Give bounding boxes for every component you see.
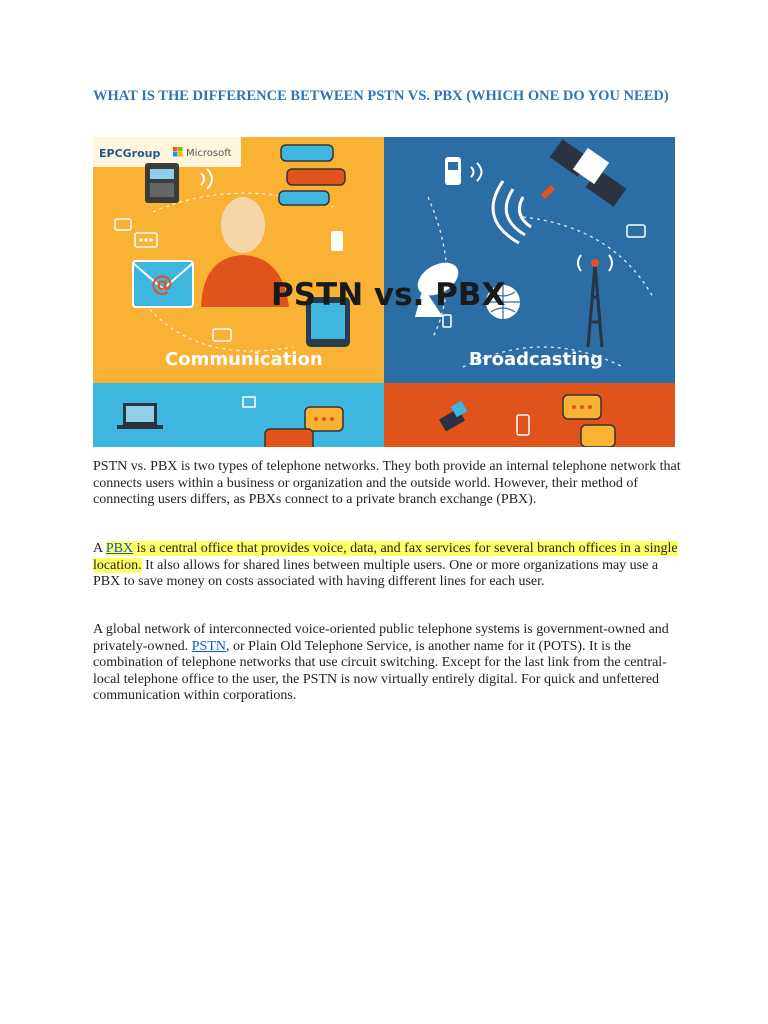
hero-image [93, 137, 675, 447]
pbx-rest: It also allows for shared lines between multiple users. One or more organizations may use a PBX to save money on costs associated with having different lines for each user. [93, 557, 659, 589]
pbx-highlight-text: is a central office that provides voice, data, and fax services for several branch offices in a single location. [93, 541, 678, 573]
broadcasting-panel [384, 137, 675, 383]
paragraph-intro: PSTN vs. PBX is two types of telephone networks. They both provide an internal telephone network that connects users within a business or organization and the outside world. However, their method of connecting users differs, as PBXs connect to a private branch exchange (PBX). [93, 459, 681, 507]
hero-headline: PSTN vs. PBX [271, 277, 506, 313]
svg-text:@: @ [151, 272, 173, 297]
paragraph-pstn [93, 622, 683, 705]
logo-brand: EPCGroup [99, 147, 161, 160]
pbx-link[interactable]: PBX [105, 541, 134, 556]
page-title: WHAT IS THE DIFFERENCE BETWEEN PSTN VS. PBX (WHICH ONE DO YOU NEED) [93, 88, 669, 104]
orange-panel [384, 383, 675, 447]
laptop-icon [117, 403, 163, 429]
label-communication: Communication [165, 349, 323, 370]
pbx-prefix: A [93, 541, 106, 556]
email-icon [133, 261, 193, 307]
logo-partner: Microsoft [186, 148, 232, 159]
pstn-rest: , or Plain Old Telephone Service, is another name for it (POTS). It is the combination of telephone networks that use circuit switching. Except for the last link from the central-local telephone office to the user, the PSTN is now virtually entirely digital. For quick and unfettered communication within corporations. [93, 638, 667, 703]
logo-box [93, 137, 241, 167]
pstn-prefix: A global network of interconnected voice-oriented public telephone systems is government-owned and privately-owned. [93, 622, 669, 654]
label-broadcasting: Broadcasting [469, 349, 603, 370]
paragraph-pbx [93, 541, 683, 591]
pstn-link[interactable]: PSTN [191, 638, 226, 654]
